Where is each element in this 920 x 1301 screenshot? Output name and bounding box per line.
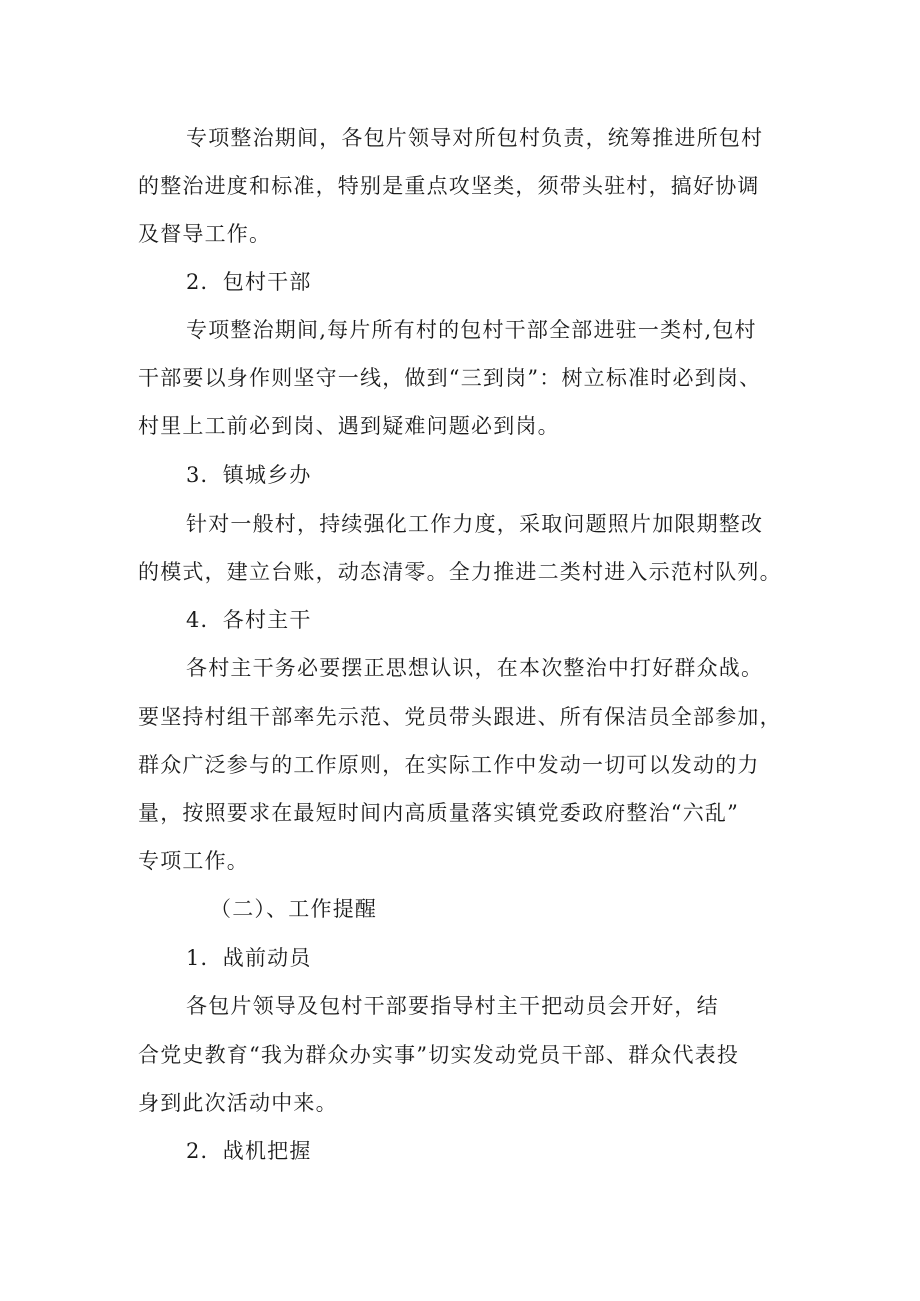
paragraph-line: 身到此次活动中来。 (138, 1091, 338, 1115)
section-heading: 1．战前动员 (186, 946, 312, 970)
paragraph-line: 专项整治期间，各包片领导对所包村负责，统筹推进所包村 (186, 126, 764, 150)
paragraph-line: 各村主干务必要摆正思想认识，在本次整治中打好群众战。 (186, 656, 764, 680)
section-heading: 2．包村干部 (186, 270, 312, 294)
paragraph-line: 群众广泛参与的工作原则，在实际工作中发动一切可以发动的力 (138, 753, 760, 777)
section-title: （二）、工作提醒 (210, 897, 378, 921)
paragraph-line: 量，按照要求在最短时间内高质量落实镇党委政府整治“六乱” (138, 801, 740, 825)
section-heading: 3．镇城乡办 (186, 463, 312, 487)
section-heading: 4．各村主干 (186, 608, 312, 632)
paragraph-line: 及督导工作。 (138, 222, 272, 246)
paragraph-line: 的整治进度和标准，特别是重点攻坚类，须带头驻村，搞好协调 (138, 174, 760, 198)
paragraph-line: 专项整治期间,每片所有村的包村干部全部进驻一类村,包村 (186, 318, 757, 342)
paragraph-line: 专项工作。 (138, 849, 249, 873)
paragraph-line: 要坚持村组干部率先示范、党员带头跟进、所有保洁员全部参加， (138, 705, 782, 729)
paragraph-line: 的模式，建立台账，动态清零。全力推进二类村进入示范村队列。 (138, 560, 782, 584)
paragraph-line: 村里上工前必到岗、遇到疑难问题必到岗。 (138, 414, 560, 438)
paragraph-line: 各包片领导及包村干部要指导村主干把动员会开好，结 (186, 994, 719, 1018)
paragraph-line: 合党史教育“我为群众办实事”切实发动党员干部、群众代表投 (138, 1043, 740, 1067)
paragraph-line: 干部要以身作则坚守一线，做到“三到岗”：树立标准时必到岗、 (138, 366, 762, 390)
paragraph-line: 针对一般村，持续强化工作力度，采取问题照片加限期整改 (186, 512, 764, 536)
section-heading: 2．战机把握 (186, 1139, 312, 1163)
